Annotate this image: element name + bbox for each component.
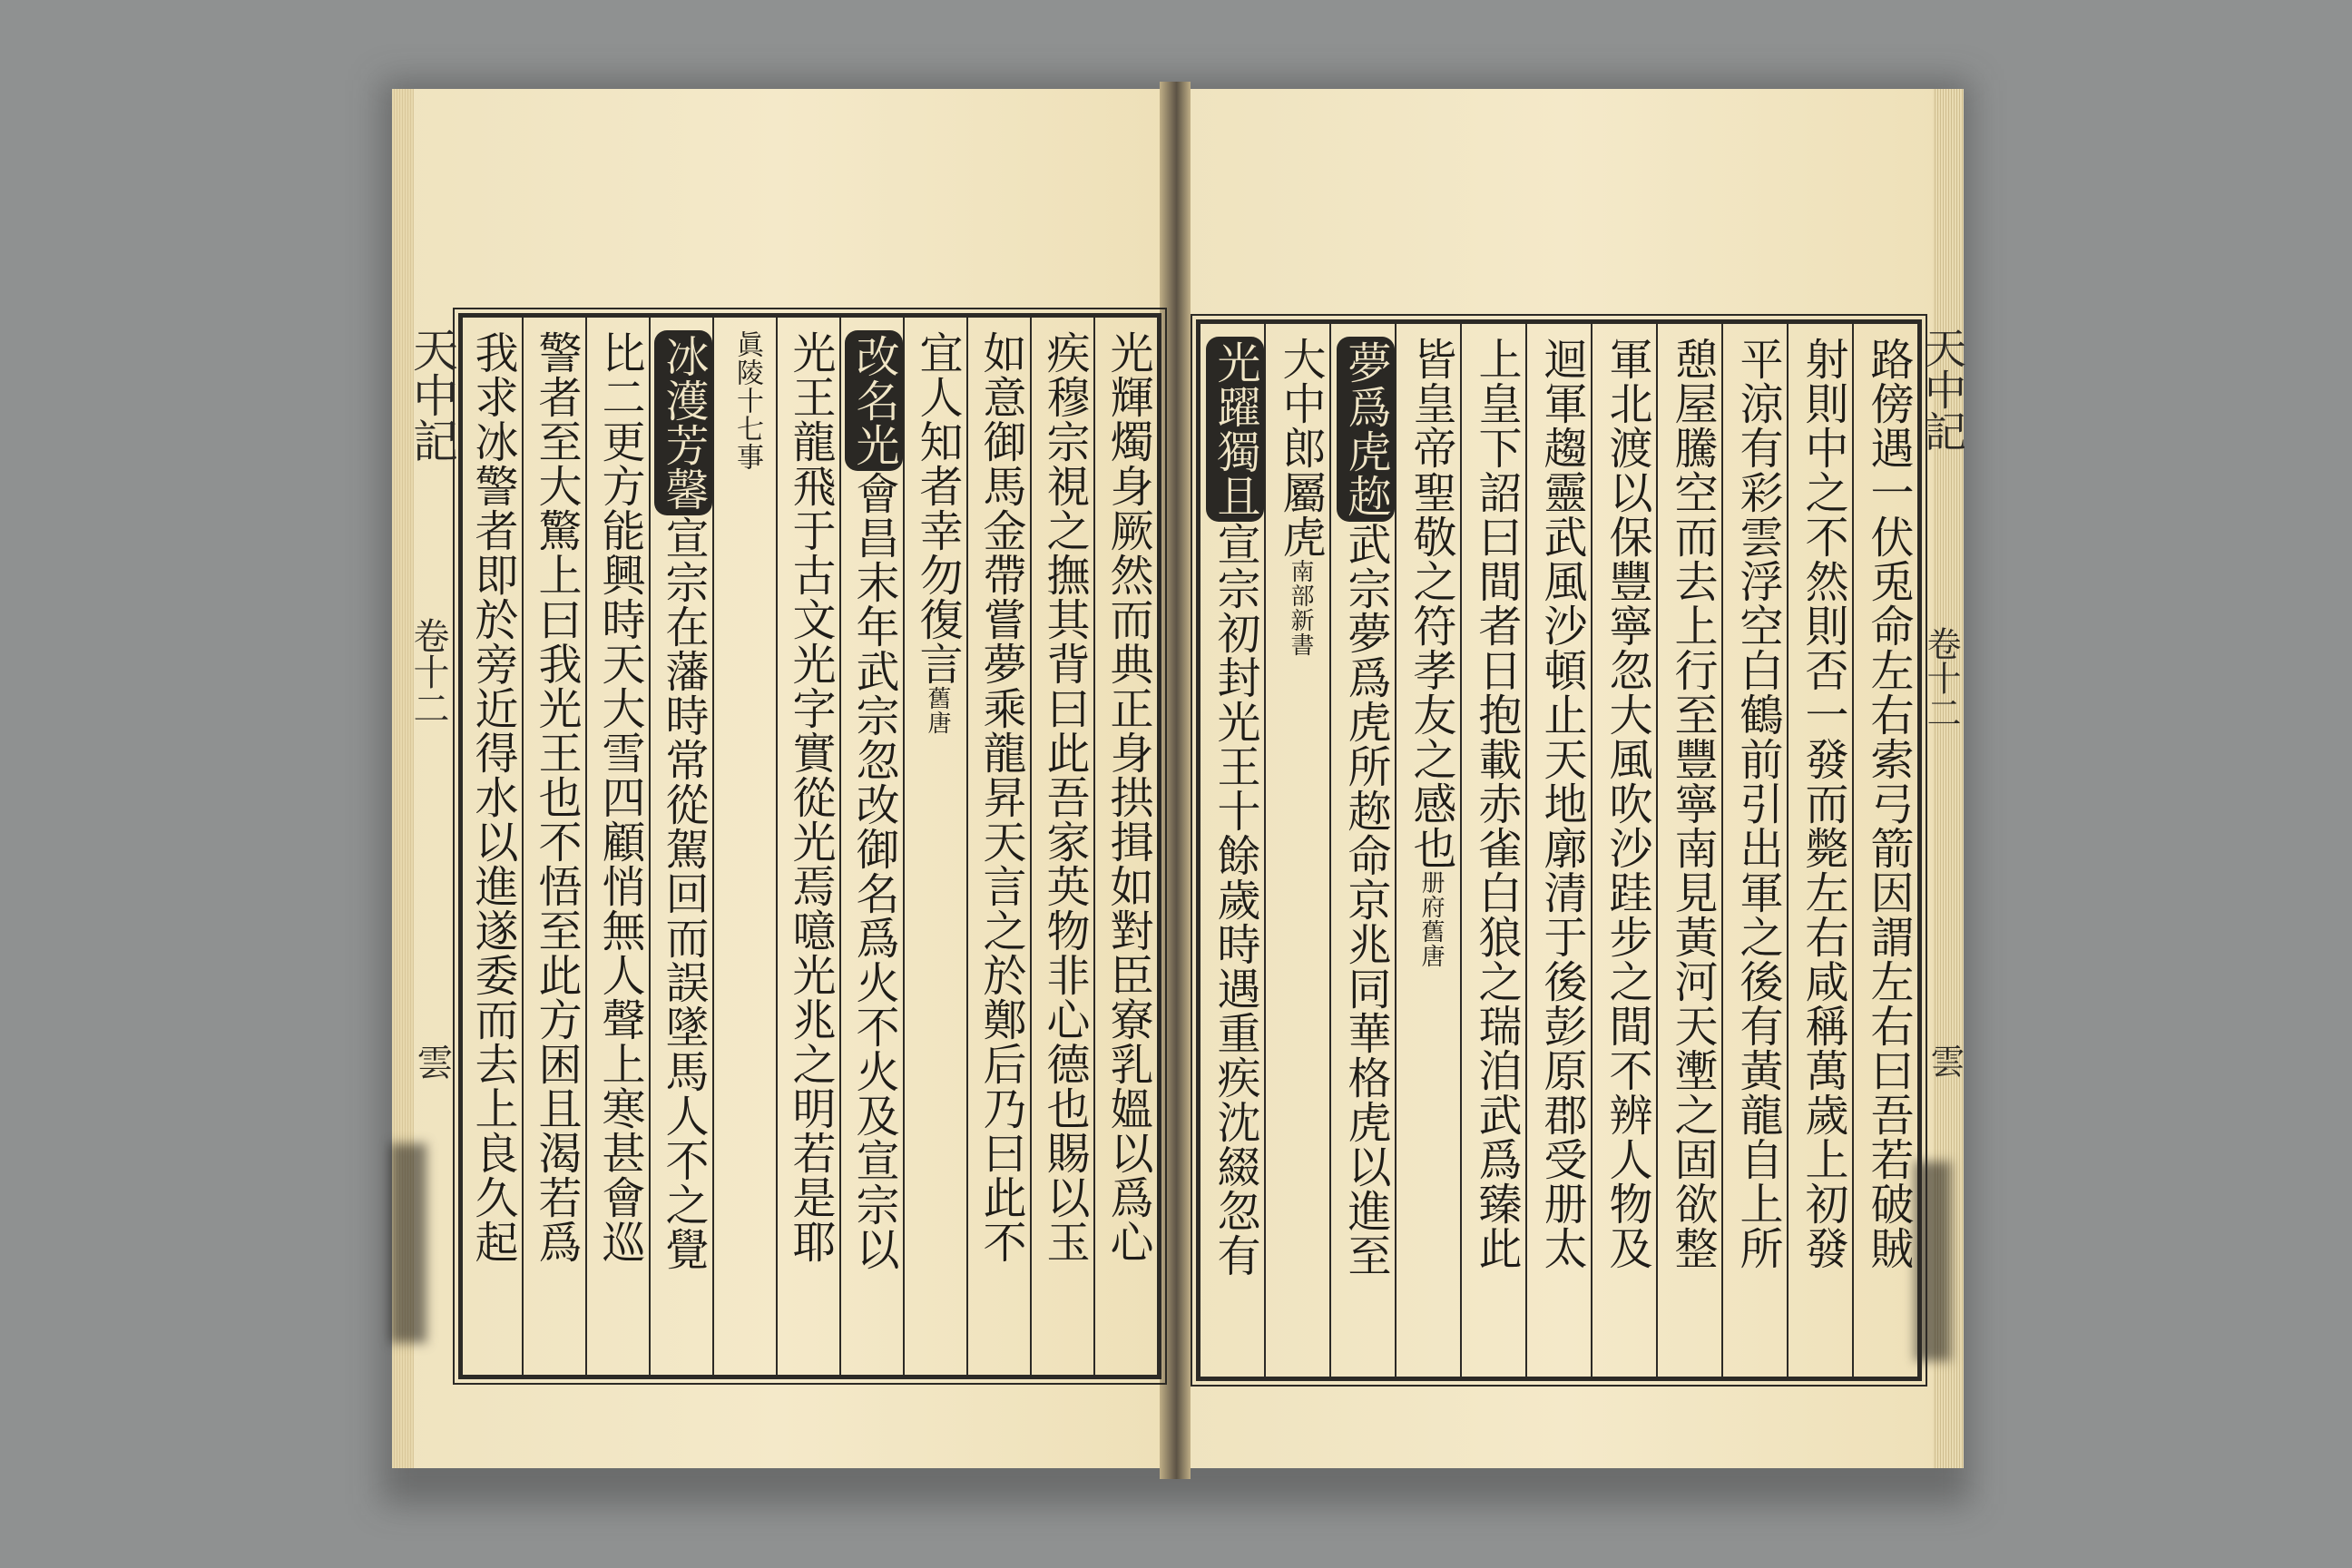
left-spine-chapter: 卷十二: [407, 617, 449, 726]
left-col-5-text: 會昌末年武宗忽改御名爲火不火及宣宗以: [848, 471, 899, 1271]
book-gutter: [1160, 82, 1191, 1479]
right-col-9: [1329, 324, 1395, 1377]
right-col-6-text: 迴軍趨靈武風沙頓止天地廓清于後彭原郡受册太: [1536, 337, 1587, 1270]
left-spine-title: 天中記: [406, 327, 458, 463]
left-col-9-text: 比二更方能興時天大雪四顧悄無人聲上寒甚會巡: [594, 330, 645, 1264]
right-col-9-text: 武宗夢爲虎所趂命京兆同華格虎以進至: [1340, 522, 1391, 1278]
left-text-frame: [458, 313, 1161, 1379]
left-col-8: [649, 318, 712, 1375]
left-col-5: [839, 318, 903, 1375]
right-spine-chapter: 卷十二: [1921, 626, 1961, 730]
left-col-11-text: 我求冰警者即於旁近得水以進遂委而去上良久起: [467, 330, 518, 1264]
right-col-1: [1852, 324, 1917, 1377]
right-col-4-text: 憩屋騰空而去上行至豐寧南見黃河天壍之固欲整: [1667, 337, 1718, 1270]
left-col-10-text: 警者至大驚上曰我光王也不悟至此方困且渴若爲: [531, 330, 582, 1264]
left-col-8-text: 宣宗在藩時常從駕回而誤墜馬人不之覺: [658, 515, 709, 1271]
right-col-11-text: 宣宗初封光王十餘歲時遇重疾沈綴忽有: [1210, 522, 1260, 1278]
left-col-5-badge: 改名光: [845, 330, 903, 471]
right-col-10-text: 大中郎屬虎: [1275, 337, 1326, 559]
right-col-5-text: 軍北渡以保豐寧忽大風吹沙跬步之間不辨人物及: [1602, 337, 1652, 1270]
right-col-10: [1264, 324, 1329, 1377]
right-col-10-note: 南部新書: [1287, 559, 1314, 657]
left-col-3: [966, 318, 1030, 1375]
right-spine-section: 雲: [1925, 1044, 1965, 1078]
right-col-11: [1200, 324, 1264, 1377]
right-col-3-text: 平涼有彩雲浮空白鶴前引出軍之後有黃龍自上所: [1732, 337, 1783, 1270]
left-col-8-badge: 冰濩芳馨: [654, 330, 712, 515]
right-col-9-badge: 夢爲虎趂: [1337, 337, 1395, 522]
left-col-4-note: 舊唐: [924, 686, 951, 735]
right-text-frame: [1196, 319, 1922, 1381]
left-ink-smudge: [390, 1143, 426, 1343]
left-col-2-text: 疾穆宗視之撫其背曰此吾家英物非心德也賜以玉: [1039, 330, 1090, 1264]
right-col-1-text: 路傍遇一伏兎命左右索弓箭因謂左右曰吾若破賊: [1863, 337, 1914, 1270]
right-col-5: [1591, 324, 1656, 1377]
right-col-2: [1787, 324, 1852, 1377]
right-col-2-text: 射則中之不然則否一發而斃左右咸稱萬歲上初發: [1798, 337, 1848, 1270]
right-spine-title: 天中記: [1918, 327, 1967, 452]
left-col-6: [776, 318, 839, 1375]
left-col-2: [1030, 318, 1093, 1375]
left-col-7-note: 眞陵十七事: [731, 330, 763, 471]
right-col-3: [1721, 324, 1787, 1377]
left-col-1-text: 光輝燭身厥然而典正身拱揖如對臣寮乳媼以爲心: [1102, 330, 1153, 1264]
left-col-11: [463, 318, 522, 1375]
right-col-8: [1395, 324, 1460, 1377]
left-col-1: [1093, 318, 1157, 1375]
left-spine-section: 雲: [411, 1044, 453, 1080]
right-col-4: [1656, 324, 1721, 1377]
right-col-7: [1460, 324, 1525, 1377]
left-col-10: [522, 318, 585, 1375]
left-col-6-text: 光王龍飛于古文光字實從光焉噫光兆之明若是耶: [785, 330, 836, 1264]
left-col-9: [585, 318, 649, 1375]
left-col-3-text: 如意御馬金帶嘗夢乘龍昇天言之於鄭后乃曰此不: [975, 330, 1026, 1264]
right-col-6: [1525, 324, 1591, 1377]
right-col-8-note: 册府舊唐: [1417, 870, 1445, 968]
right-col-11-badge: 光躍獨且: [1206, 337, 1264, 522]
left-col-4: [903, 318, 966, 1375]
left-col-7: [712, 318, 776, 1375]
right-col-7-text: 上皇下詔曰間者日抱載赤雀白狼之瑞洎武爲臻此: [1471, 337, 1522, 1270]
left-col-4-text: 宜人知者幸勿復言: [912, 330, 963, 686]
right-col-8-text: 皆皇帝聖敬之符孝友之感也: [1406, 337, 1456, 870]
